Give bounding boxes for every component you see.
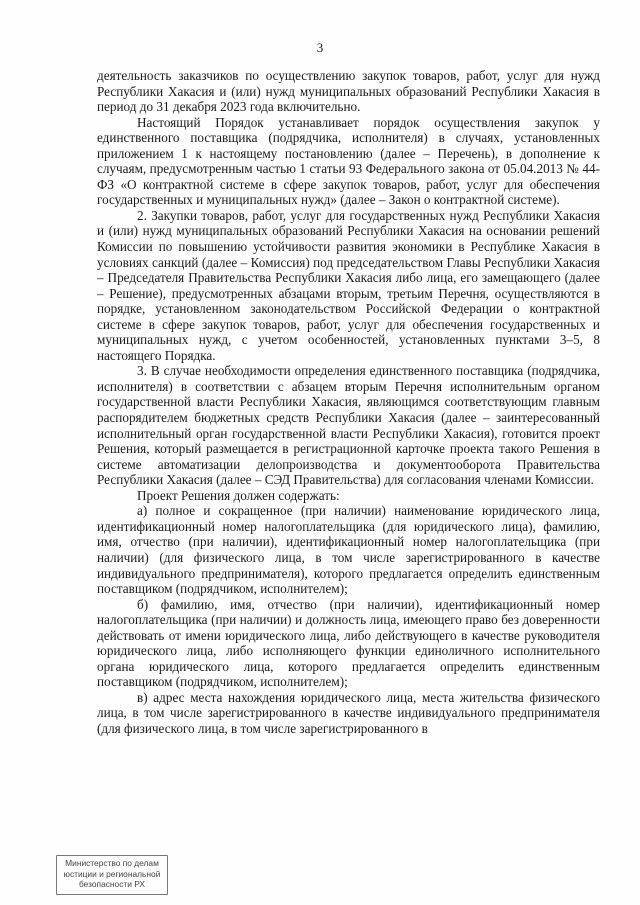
- paragraph: в) адрес места нахождения юридического лица, места жительства физического лица, в том числе зарегистрированного в качестве индивидуального предпринимателя (для физического лица, в том числе зарегистрированного в: [97, 689, 600, 736]
- stamp-line: безопасности РХ: [78, 879, 146, 890]
- stamp-line: Министерство по делам: [65, 858, 159, 868]
- document-body: [97, 68, 600, 737]
- page-number: 3: [316, 40, 324, 55]
- ministry-stamp: [56, 855, 168, 895]
- paragraph: Настоящий Порядок устанавливает порядок осуществления закупок у единственного поставщика (подрядчика, исполнителя) в случаях, установленных приложением 1 к настоящему постановлению (далее – Перечень), в дополнение к случаям, предусмотренным частью 1 статьи 93 Федерального закона от 05.04.2013 № 44-ФЗ «О контрактной системе в сфере закупок товаров, работ, услуг для обеспечения государственных и муниципальных нужд» (далее – Закон о контрактной системе).: [97, 114, 600, 208]
- paragraph: 3. В случае необходимости определения единственного поставщика (подрядчика, исполнителя) в соответствии с абзацем вторым Перечня исполнительным органом государственной власти Республики Хакасия, являющимся соответствующим главным распорядителем бюджетных средств Республики Хакасия (далее – заинтересованный исполнительный орган государственной власти Республики Хакасия), готовится проект Решения, который размещается в регистрационной карточке проекта такого Решения в системе автоматизации делопроизводства и документооборота Правительства Республики Хакасия (далее – СЭД Правительства) для согласования членами Комиссии.: [97, 363, 600, 488]
- stamp-line: юстиции и региональной: [63, 868, 161, 879]
- paragraph: 2. Закупки товаров, работ, услуг для государственных нужд Республики Хакасия и (или) нужд муниципальных образований Республики Хакасия на основании решений Комиссии по повышению устойчивости развития экономики в Республике Хакасия в условиях санкций (далее – Комиссия) под председательством Главы Республики Хакасия – Председателя Правительства Республики Хакасия либо лица, его замещающего (далее – Решение), предусмотренных абзацами вторым, третьим Перечня, осуществляются в порядке, установленном законодательством Российской Федерации о контрактной системе в сфере закупок товаров, работ, услуг для обеспечения государственных и муниципальных нужд, с учетом особенностей, установленных пунктами 3–5, 8 настоящего Порядка.: [97, 207, 600, 363]
- paragraph: деятельность заказчиков по осуществлению закупок товаров, работ, услуг для нужд Республики Хакасия и (или) нужд муниципальных образований Республики Хакасия в период до 31 декабря 2023 года включительно.: [97, 68, 600, 115]
- paragraph: а) полное и сокращенное (при наличии) наименование юридического лица, идентификационный номер налогоплательщика (для юридического лица), фамилию, имя, отчество (при наличии), идентификационный номер налогоплательщика (при наличии) (для физического лица, в том числе зарегистрированного в качестве индивидуального предпринимателя), которого предлагается определить единственным поставщиком (подрядчиком, исполнителем);: [97, 503, 600, 597]
- paragraph: б) фамилию, имя, отчество (при наличии), идентификационный номер налогоплательщика (при наличии) и должность лица, имеющего право без доверенности действовать от имени юридического лица, либо действующего в качестве руководителя юридического лица, либо исполняющего функции единоличного исполнительного органа юридического лица, которого предлагается определить единственным поставщиком (подрядчиком, исполнителем);: [97, 596, 600, 690]
- paragraph: Проект Решения должен содержать:: [137, 487, 340, 503]
